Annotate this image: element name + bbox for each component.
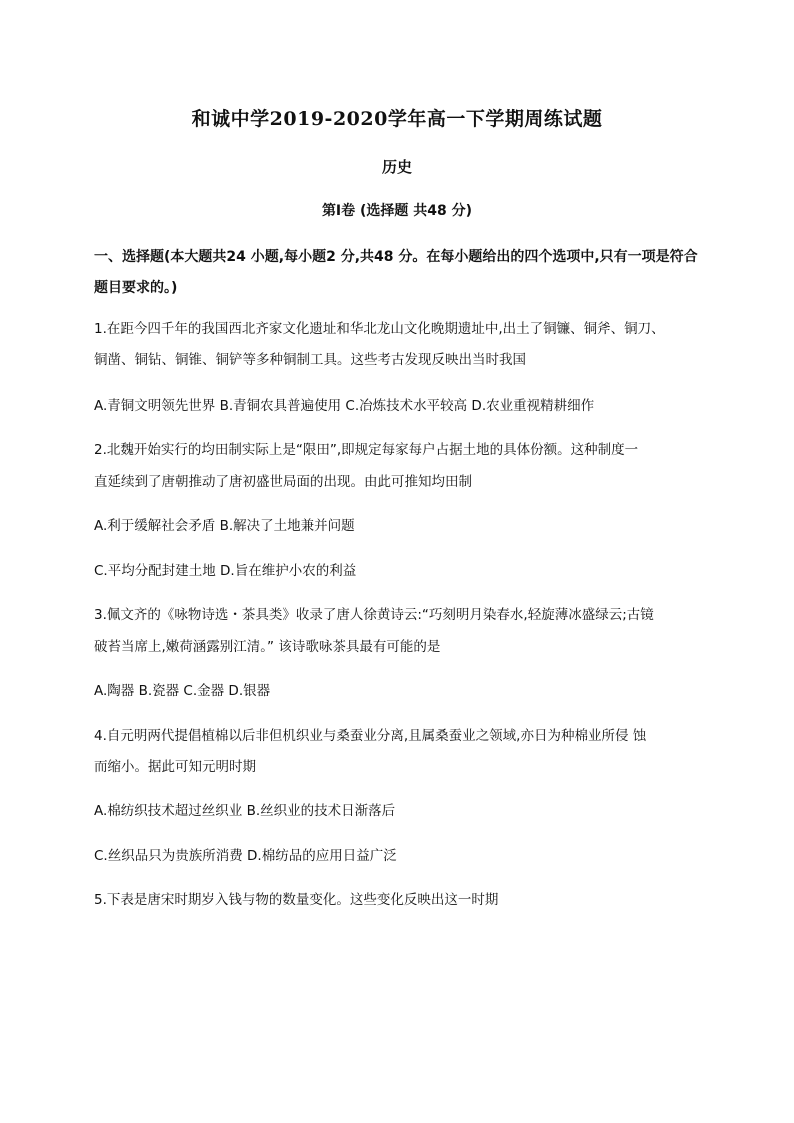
volume-heading: 第Ⅰ卷 (选择题 共48 分) <box>321 203 473 219</box>
document-title: 和诚中学2019-2020学年高一下学期周练试题 <box>191 108 603 130</box>
question-4-line-2: 而缩小。据此可知元明时期 <box>94 759 256 775</box>
question-1-line-1: 1.在距今四千年的我国西北齐家文化遗址和华北龙山文化晚期遗址中,出土了铜镰、铜斧、铜刀、 <box>94 321 665 337</box>
question-2-options-cd: C.平均分配封建土地 D.旨在维护小农的利益 <box>94 563 357 579</box>
question-4-options-cd: C.丝织品只为贵族所消费 D.棉纺品的应用日益广泛 <box>94 848 397 864</box>
question-2-options-ab: A.利于缓解社会矛盾 B.解决了土地兼并问题 <box>94 518 355 534</box>
question-4-options-ab: A.棉纺织技术超过丝织业 B.丝织业的技术日渐落后 <box>94 803 396 819</box>
question-3-line-2: 破苔当席上,嫩荷涵露别江清。” 该诗歌咏茶具最有可能的是 <box>94 639 441 655</box>
question-5-line-1: 5.下表是唐宋时期岁入钱与物的数量变化。这些变化反映出这一时期 <box>94 892 499 908</box>
question-3-options: A.陶器 B.瓷器 C.金器 D.银器 <box>94 683 271 699</box>
question-1-line-2: 铜凿、铜钻、铜锥、铜铲等多种铜制工具。这些考古发现反映出当时我国 <box>94 352 526 368</box>
question-3-line-1: 3.佩文齐的《咏物诗选・茶具类》收录了唐人徐黄诗云:“巧刻明月染春水,轻旋薄冰盛绿云;古镜 <box>94 607 654 623</box>
section-heading: 一、选择题(本大题共24 小题,每小题2 分,共48 分。在每小题给出的四个选项中,只有一项是符合题目要求的。) <box>94 249 698 296</box>
question-1-options: A.青铜文明领先世界 B.青铜农具普遍使用 C.冶炼技术水平较高 D.农业重视精耕细作 <box>94 398 595 414</box>
question-2-line-1: 2.北魏开始实行的均田制实际上是“限田”,即规定每家每户占据土地的具体份额。这种制度一 <box>94 442 639 458</box>
question-2-line-2: 直延续到了唐朝推动了唐初盛世局面的出现。由此可推知均田制 <box>94 474 472 490</box>
question-4-line-1: 4.自元明两代提倡植棉以后非但机织业与桑蚕业分离,且属桑蚕业之领域,亦日为种棉业所侵 蚀 <box>94 728 647 744</box>
subject-heading: 历史 <box>381 158 412 176</box>
